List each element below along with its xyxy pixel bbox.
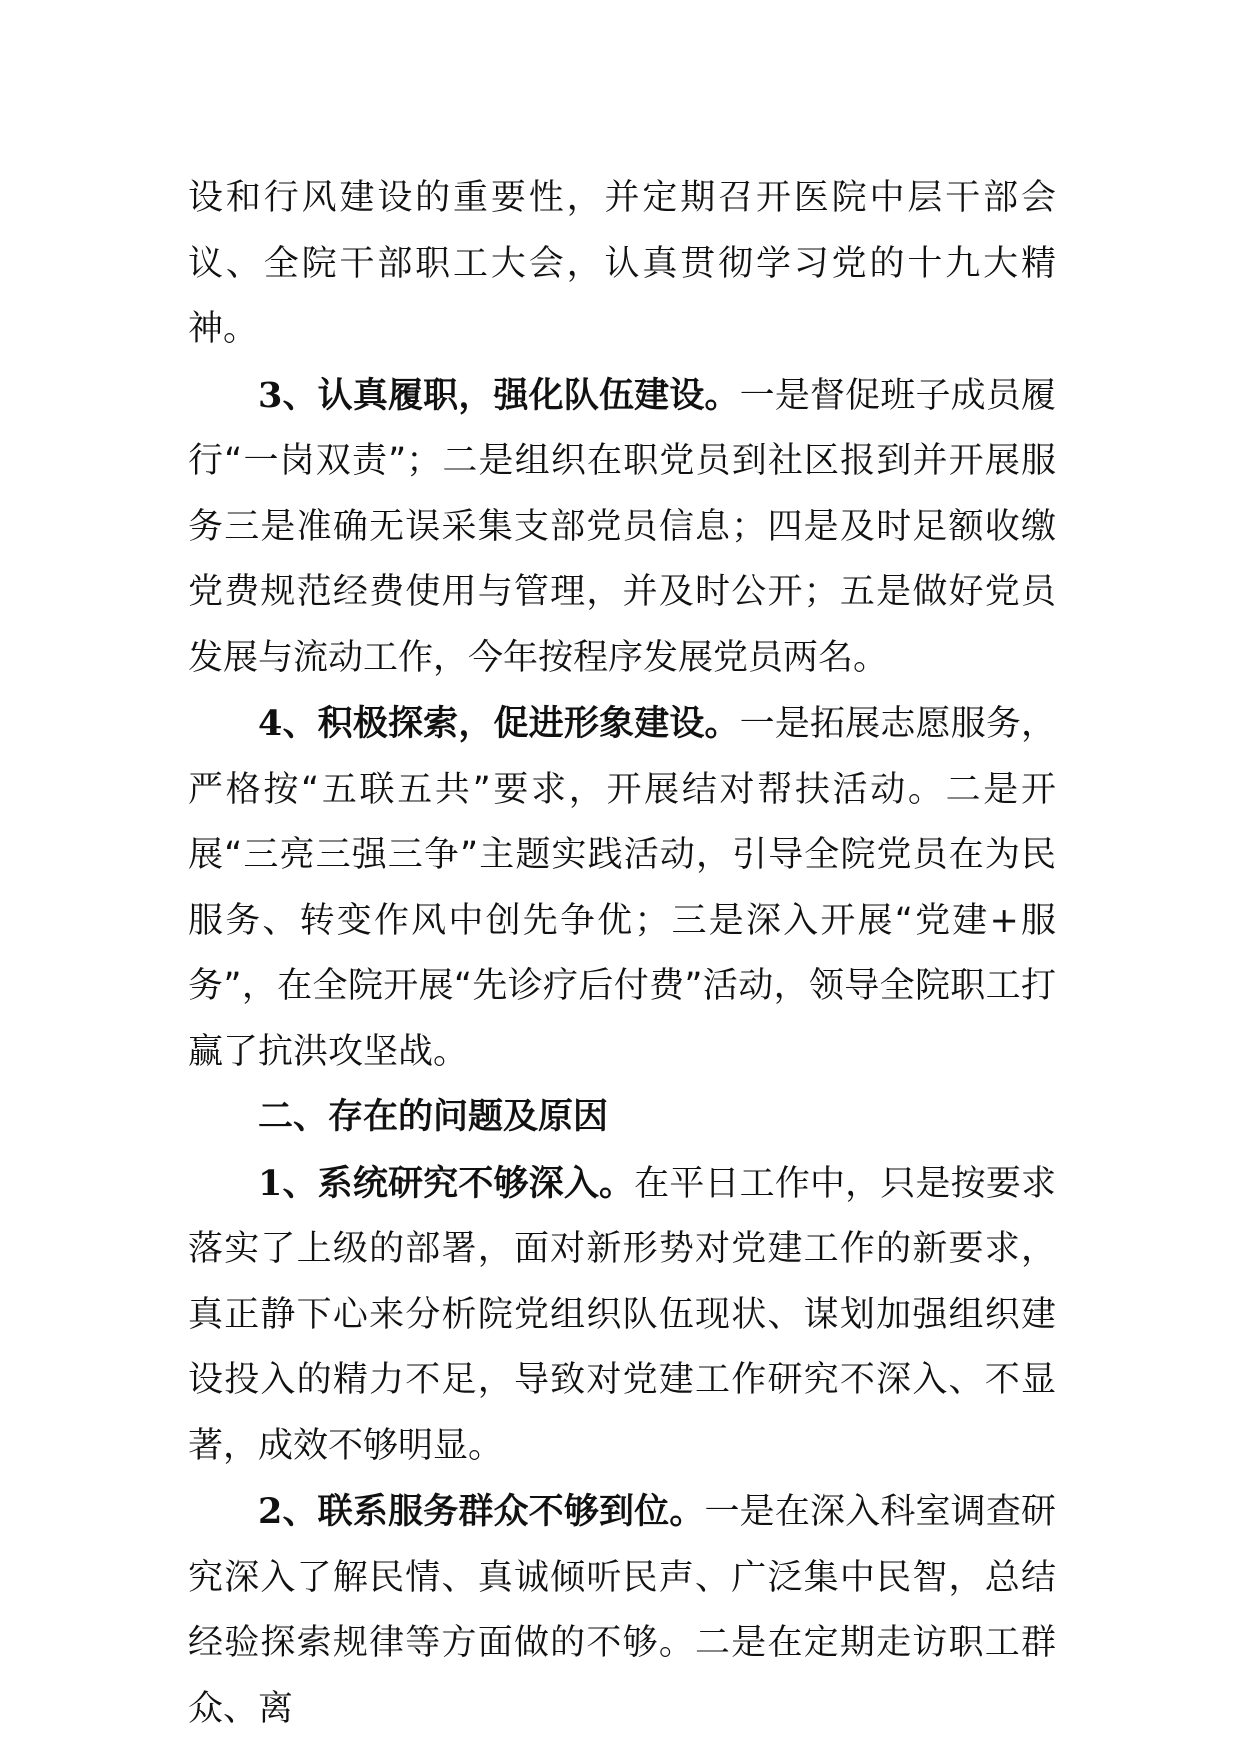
- paragraph-image-building: [188, 691, 1056, 1085]
- paragraph-continuation: [188, 166, 1056, 363]
- paragraph-lead: 1、系统研究不够深入。: [258, 1162, 635, 1204]
- paragraph-text: 一是在深入科室调查研究深入了解民情、真诚倾听民声、广泛集中民智，总结经验探索规律等方面做的不够。二是在定期走访职工群众、离: [188, 1492, 1056, 1729]
- paragraph-text: 在平日工作中，只是按要求落实了上级的部署，面对新形势对党建工作的新要求，真正静下心来分析院党组织队伍现状、谋划加强组织建设投入的精力不足，导致对党建工作研究不深入、不显著，成效不够明显。: [188, 1163, 1056, 1466]
- section-heading: 二、存在的问题及原因: [258, 1097, 609, 1137]
- paragraph-text: 一是督促班子成员履行“一岗双责”；二是组织在职党员到社区报到并开展服务三是准确无误采集支部党员信息；四是及时足额收缴党费规范经费使用与管理，并及时公开；五是做好党员发展与流动工作，今年按程序发展党员两名。: [188, 375, 1056, 678]
- paragraph-text: 一是拓展志愿服务，严格按“五联五共”要求，开展结对帮扶活动。二是开展“三亮三强三争”主题实践活动，引导全院党员在为民服务、转变作风中创先争优；三是深入开展“党建+服务”，在全院开展“先诊疗后付费”活动，领导全院职工打赢了抗洪攻坚战。: [188, 704, 1056, 1072]
- paragraph-lead: 2、联系服务群众不够到位。: [258, 1491, 705, 1532]
- document-page: [188, 166, 1056, 1742]
- paragraph-team-building: [188, 363, 1056, 692]
- paragraph-research: [188, 1151, 1056, 1480]
- paragraph-text: 设和行风建设的重要性，并定期召开医院中层干部会议、全院干部职工大会，认真贯彻学习党的十九大精神。: [188, 178, 1056, 349]
- paragraph-service: [188, 1479, 1056, 1742]
- paragraph-lead: 4、积极探索，促进形象建设。: [258, 703, 740, 744]
- paragraph-lead: 3、认真履职，强化队伍建设。: [258, 374, 740, 416]
